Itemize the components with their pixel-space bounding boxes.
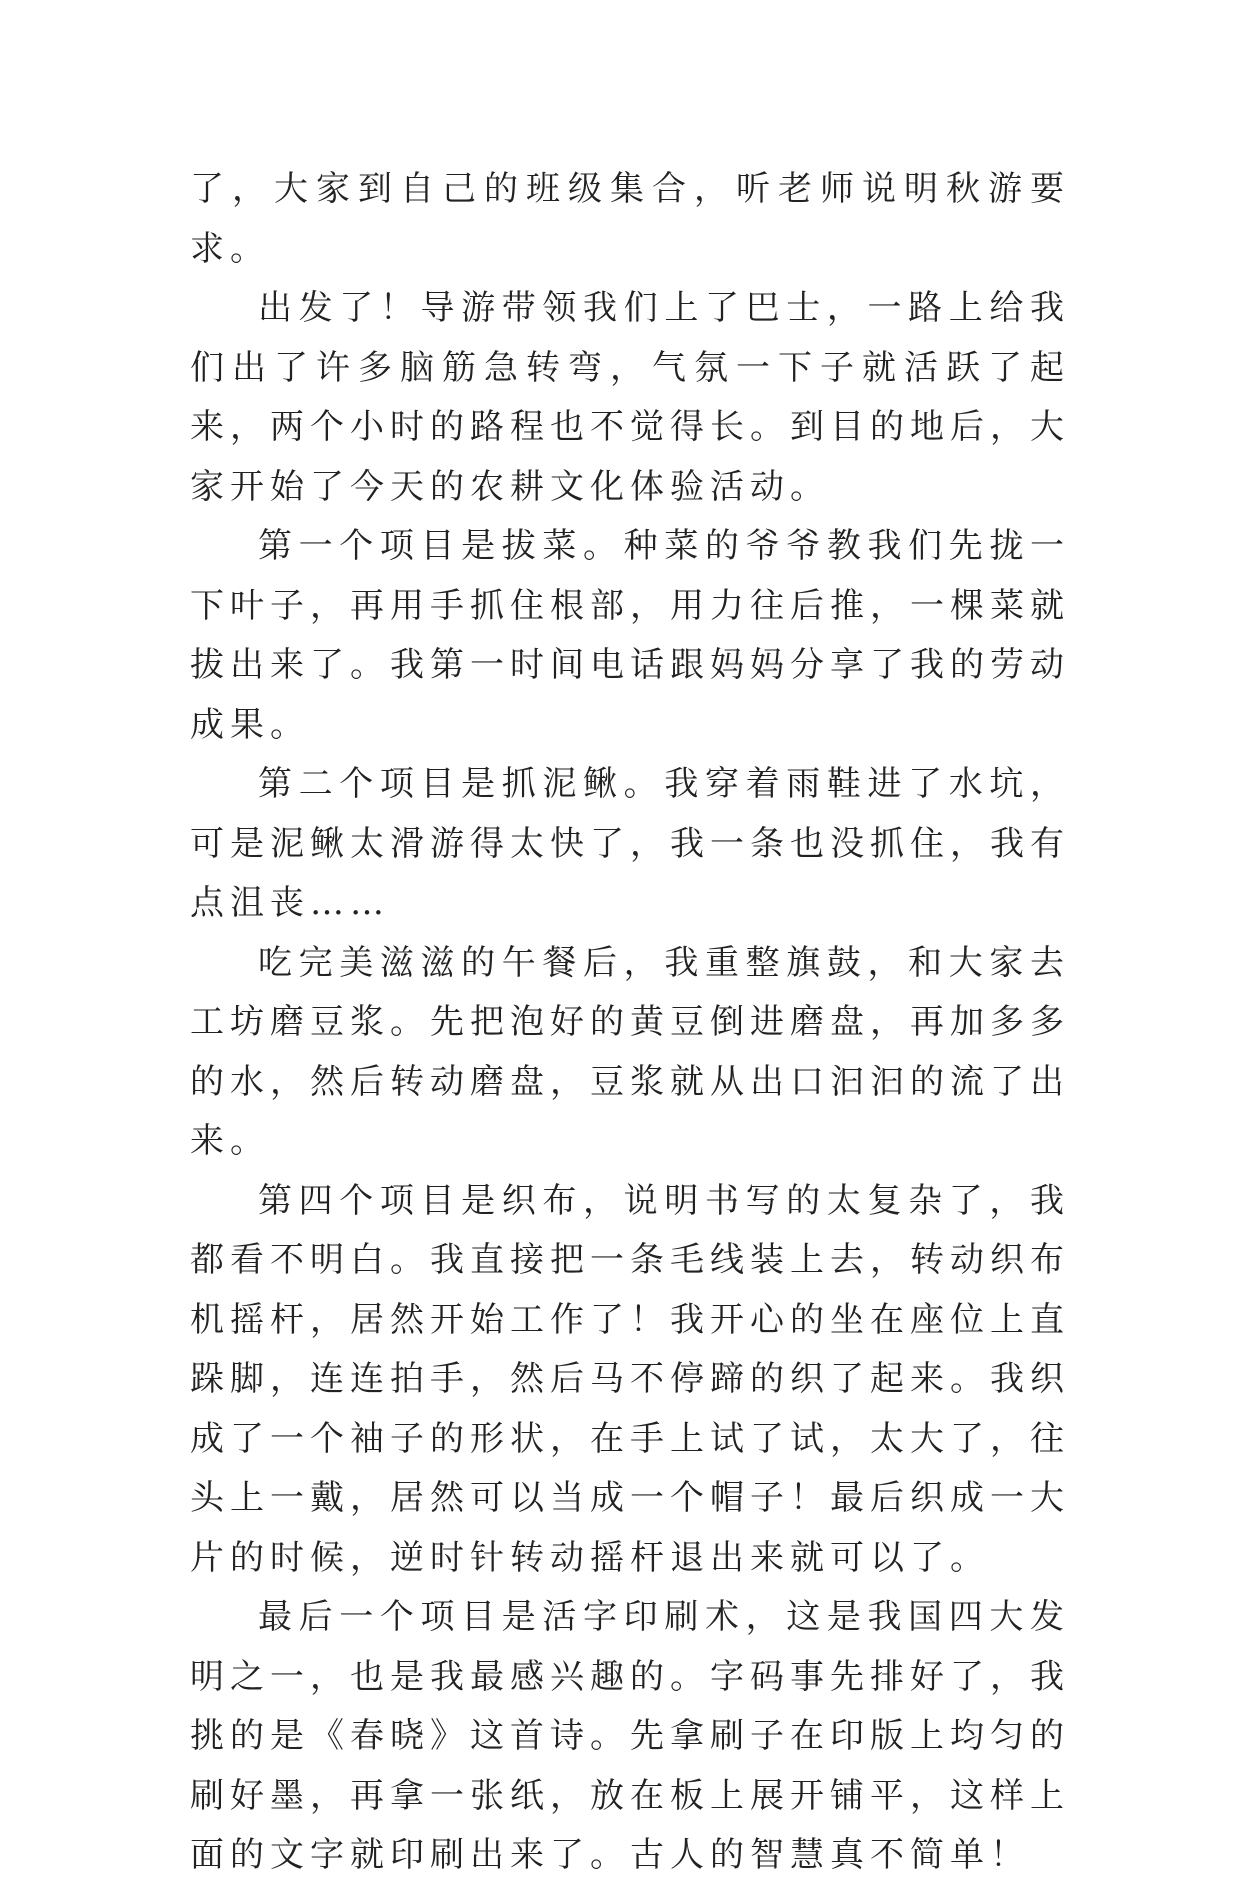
paragraph-catching-loach: 第二个项目是抓泥鳅。我穿着雨鞋进了水坑，可是泥鳅太滑游得太快了，我一条也没抓住，我有点沮丧……	[190, 764, 1070, 923]
paragraph-pulling-vegetables: 第一个项目是拔菜。种菜的爷爷教我们先拢一下叶子，再用手抓住根部，用力往后推，一棵菜就拔出来了。我第一时间电话跟妈妈分享了我的劳动成果。	[190, 526, 1070, 745]
paragraph-grinding-soymilk: 吃完美滋滋的午餐后，我重整旗鼓，和大家去工坊磨豆浆。先把泡好的黄豆倒进磨盘，再加多多的水，然后转动磨盘，豆浆就从出口汩汩的流了出来。	[190, 942, 1070, 1161]
paragraph-departure: 出发了！导游带领我们上了巴士，一路上给我们出了许多脑筋急转弯，气氛一下子就活跃了起来，两个小时的路程也不觉得长。到目的地后，大家开始了今天的农耕文化体验活动。	[190, 288, 1070, 507]
paragraph-weaving: 第四个项目是织布，说明书写的太复杂了，我都看不明白。我直接把一条毛线装上去，转动织布机摇杆，居然开始工作了！我开心的坐在座位上直跺脚，连连拍手，然后马不停蹄的织了起来。我织成了一个袖子的形状，在手上试了试，太大了，往头上一戴，居然可以当成一个帽子！最后织成一大片的时候，逆时针转动摇杆退出来就可以了。	[190, 1180, 1070, 1578]
paragraph-continuation: 了，大家到自己的班级集合，听老师说明秋游要求。	[190, 169, 1070, 269]
paragraph-movable-type-printing: 最后一个项目是活字印刷术，这是我国四大发明之一，也是我最感兴趣的。字码事先排好了，我挑的是《春晓》这首诗。先拿刷子在印版上均匀的刷好墨，再拿一张纸，放在板上展开铺平，这样上面的文字就印刷出来了。古人的智慧真不简单！	[190, 1597, 1070, 1875]
body-text	[190, 160, 1070, 1886]
